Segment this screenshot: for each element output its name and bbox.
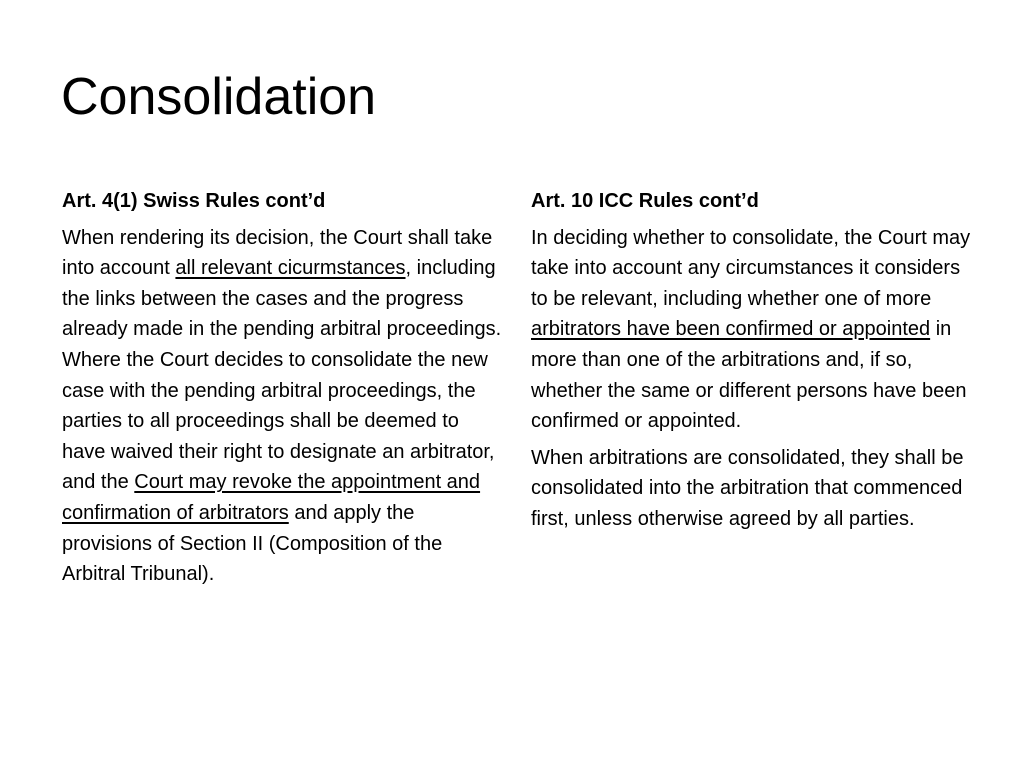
right-text-2: in more than one of the arbitrations and, if so, whether the same or different persons have been confirmed or appointed. [531,318,967,433]
left-column-paragraph [62,223,504,590]
right-column-paragraph-2: When arbitrations are consolidated, they shall be consolidated into the arbitration that commenced first, unless otherwise agreed by all parties. [531,446,964,530]
left-column-heading: Art. 4(1) Swiss Rules cont’d [62,190,326,212]
right-column-heading: Art. 10 ICC Rules cont’d [531,190,759,212]
left-text-3: and apply the provisions of Section II (Composition of the Arbitral Tribunal). [62,501,443,586]
right-text-1: In deciding whether to consolidate, the Court may take into account any circumstances it considers to be relevant, including whether one of more [531,226,971,310]
left-underlined-text-1: all relevant cicurmstances [175,257,406,280]
left-underlined-text-2: Court may revoke the appointment and confirmation of arbitrators [62,471,481,524]
left-text-1: When rendering its decision, the Court shall take into account [62,226,493,280]
left-text-2: , including the links between the cases and the progress already made in the pending arbitral proceedings. Where the Court decides to consolidate the new case with the pending arbitral proceedings, the parties to all proceedings shall be deemed to have waived their right to designate an arbitrator, and the [62,257,502,494]
right-underlined-text-1: arbitrators have been confirmed or appointed [531,318,931,341]
slide-title: Consolidation [61,68,377,126]
right-column-paragraph-1 [531,223,973,437]
left-column [62,186,504,596]
right-column [531,186,973,541]
